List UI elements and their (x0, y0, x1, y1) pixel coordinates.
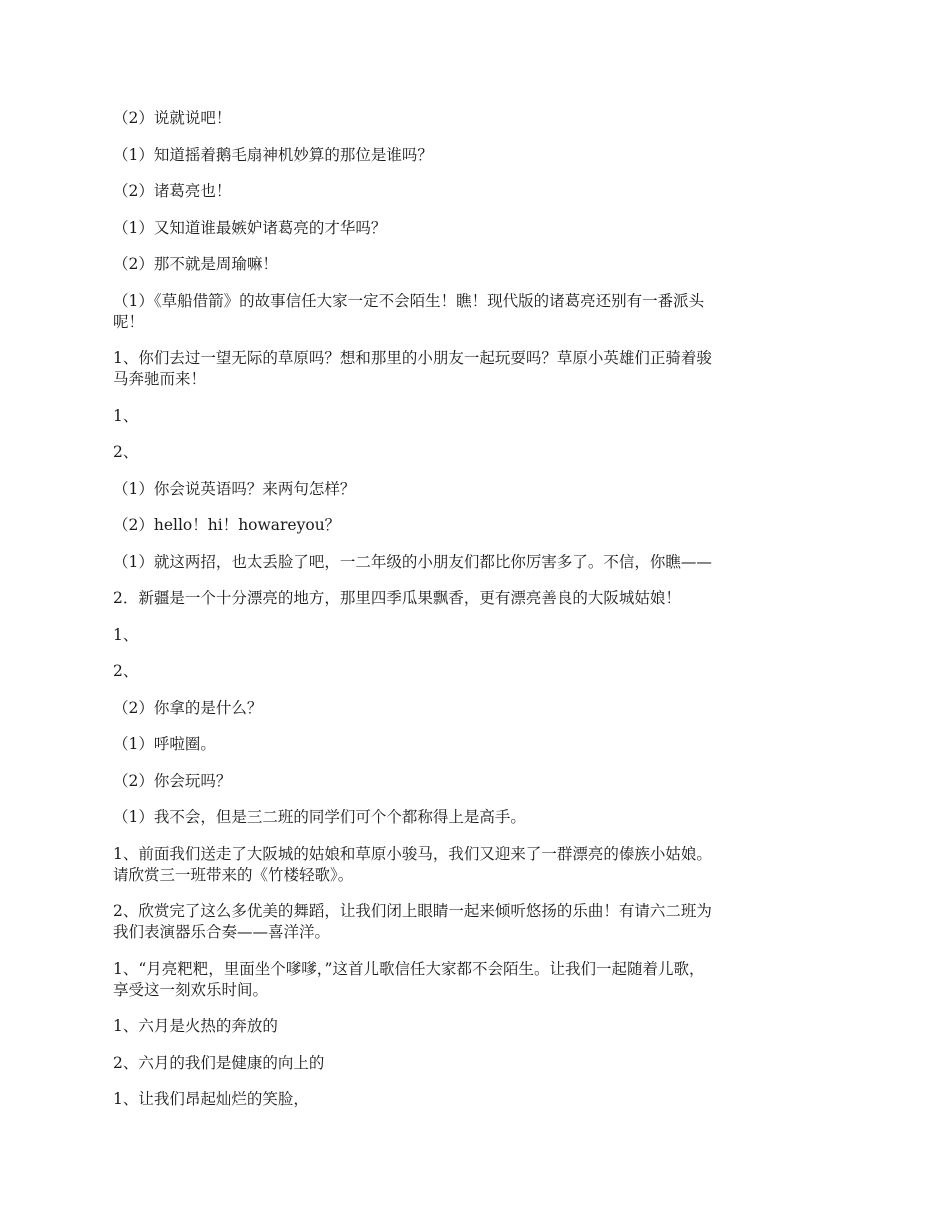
dialogue-line: （2）你会玩吗？ (113, 771, 232, 790)
dialogue-line: （1）知道摇着鹅毛扇神机妙算的那位是谁吗？ (113, 145, 433, 164)
script-paragraph: 1、前面我们送走了大阪城的姑娘和草原小骏马，我们又迎来了一群漂亮的傣族小姑娘。 请欣赏三一班带来的《竹楼轻歌》。 (113, 844, 712, 884)
script-paragraph: 1、“月亮粑粑，里面坐个嗲嗲，”这首儿歌信任大家都不会陌生。让我们一起随着儿歌， 享受这一刻欢乐时间。 (113, 959, 705, 999)
script-paragraph: 2、欣赏完了这么多优美的舞蹈，让我们闭上眼睛一起来倾听悠扬的乐曲！有请六二班为 我们表演器乐合奏——喜洋洋。 (113, 902, 712, 941)
script-paragraph: 2、 (113, 662, 139, 680)
dialogue-line: （2）诸葛亮也！ (113, 182, 232, 200)
dialogue-line: （1）我不会，但是三二班的同学们可个个都称得上是高手。 (113, 808, 526, 826)
dialogue-line: （1）呼啦圈。 (113, 735, 216, 753)
dialogue-line: （2）那不就是周瑜嘛！ (113, 255, 278, 273)
dialogue-line: （1）你会说英语吗？来两句怎样？ (113, 479, 356, 498)
script-paragraph: 1、 (113, 406, 139, 425)
dialogue-line: （1）《草船借箭》的故事信任大家一定不会陌生！瞧！现代版的诸葛亮还别有一番派头 呢！ (113, 291, 705, 331)
script-paragraph: 1、你们去过一望无际的草原吗？想和那里的小朋友一起玩耍吗？草原小英雄们正骑着骏 马奔驰而来！ (113, 349, 712, 388)
script-paragraph: 1、让我们昂起灿烂的笑脸， (113, 1090, 309, 1108)
document-body (113, 108, 833, 1126)
script-paragraph: 2、六月的我们是健康的向上的 (113, 1053, 325, 1072)
dialogue-line: （2）hello！hi！howareyou？ (113, 516, 341, 534)
dialogue-line: （1）就这两招，也太丢脸了吧，一二年级的小朋友们都比你厉害多了。不信，你瞧—— (113, 552, 712, 571)
dialogue-line: （2）你拿的是什么？ (113, 698, 263, 717)
dialogue-line: （2）说就说吧！ (113, 109, 232, 127)
script-paragraph: 1、 (113, 625, 139, 644)
script-paragraph: 1、六月是火热的奔放的 (113, 1017, 278, 1035)
dialogue-line: （1）又知道谁最嫉妒诸葛亮的才华吗？ (113, 218, 387, 237)
script-paragraph: 2、 (113, 443, 139, 461)
script-paragraph: 2．新疆是一个十分漂亮的地方，那里四季瓜果飘香，更有漂亮善良的大阪城姑娘！ (113, 589, 681, 607)
